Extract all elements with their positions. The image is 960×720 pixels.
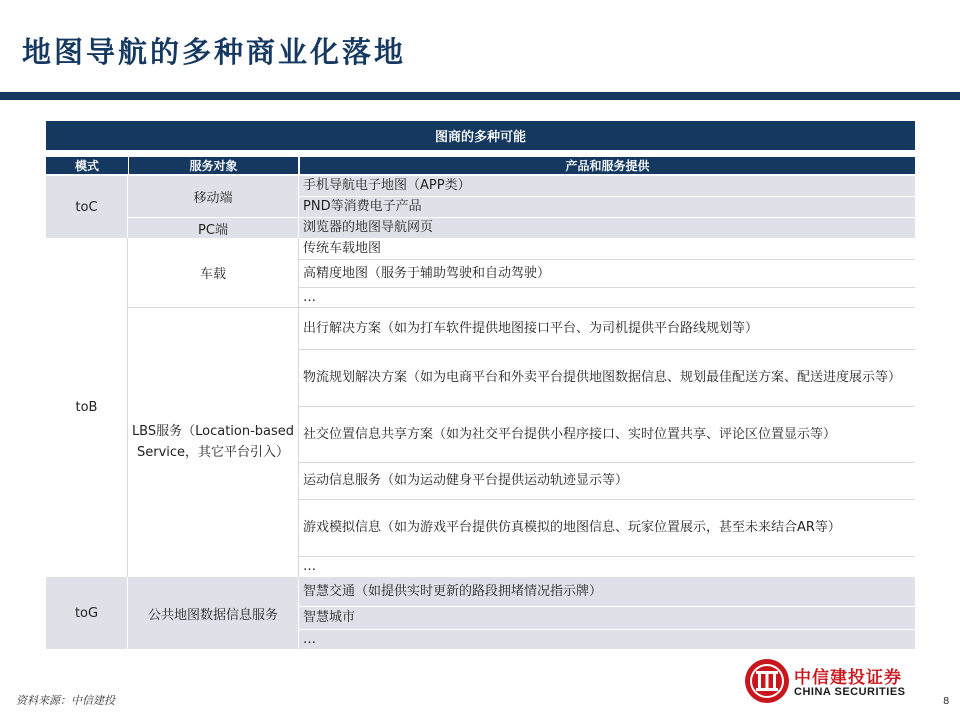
- product-item: 手机导航电子地图（APP类）: [299, 176, 915, 196]
- header-mode: 模式: [46, 157, 128, 174]
- row-divider: [299, 462, 915, 463]
- product-item: 智慧城市: [299, 607, 915, 629]
- row-divider: [128, 307, 915, 308]
- product-item: 浏览器的地图导航网页: [299, 218, 915, 238]
- product-item: …: [299, 630, 915, 649]
- row-divider: [299, 287, 915, 288]
- source-note: 资料来源：中信建投: [16, 694, 115, 707]
- product-item: PND等消费电子产品: [299, 197, 915, 217]
- product-item: 智慧交通（如提供实时更新的路段拥堵情况指示牌）: [299, 577, 915, 606]
- row-divider: [299, 259, 915, 260]
- product-item: 运动信息服务（如为运动健身平台提供运动轨迹显示等）: [299, 463, 915, 499]
- col-divider: [298, 238, 299, 577]
- brand-name-en: CHINA SECURITIES: [794, 686, 906, 698]
- commercialization-table: [46, 121, 915, 649]
- page-title: 地图导航的多种商业化落地: [22, 35, 407, 69]
- brand-name-cn: 中信建投证券: [794, 668, 902, 688]
- header-target: 服务对象: [128, 157, 298, 174]
- col-divider: [127, 238, 128, 577]
- row-divider: [299, 556, 915, 557]
- product-item: 高精度地图（服务于辅助驾驶和自动驾驶）: [299, 260, 915, 287]
- target-cell-pc: PC端: [128, 218, 298, 238]
- page-number: 8: [943, 696, 950, 707]
- title-divider: [0, 92, 960, 100]
- row-divider: [299, 406, 915, 407]
- mode-cell-tob: toB: [46, 238, 127, 577]
- row-divider: [299, 499, 915, 500]
- china-securities-logo-icon: [744, 658, 790, 704]
- product-item: 物流规划解决方案（如为电商平台和外卖平台提供地图数据信息、规划最佳配送方案、配送进度展示等）: [299, 350, 915, 406]
- target-cell-public: 公共地图数据信息服务: [128, 577, 298, 649]
- product-item: 社交位置信息共享方案（如为社交平台提供小程序接口、实时位置共享、评论区位置显示等）: [299, 407, 915, 462]
- target-cell-mobile: 移动端: [128, 176, 298, 217]
- table-banner: 图商的多种可能: [46, 121, 915, 150]
- product-item: 传统车载地图: [299, 238, 915, 259]
- product-item: 游戏模拟信息（如为游戏平台提供仿真模拟的地图信息、玩家位置展示，甚至未来结合AR等）: [299, 500, 915, 556]
- product-item: 出行解决方案（如为打车软件提供地图接口平台、为司机提供平台路线规划等）: [299, 308, 915, 349]
- row-divider: [299, 349, 915, 350]
- mode-cell-toc: toC: [46, 176, 127, 238]
- target-cell-vehicle: 车载: [128, 238, 298, 307]
- mode-cell-tog: toG: [46, 577, 127, 649]
- header-products: 产品和服务提供: [299, 157, 915, 174]
- product-item: …: [299, 288, 915, 307]
- product-item: …: [299, 557, 915, 577]
- target-cell-lbs: LBS服务（Location-based Service，其它平台引入）: [128, 307, 298, 577]
